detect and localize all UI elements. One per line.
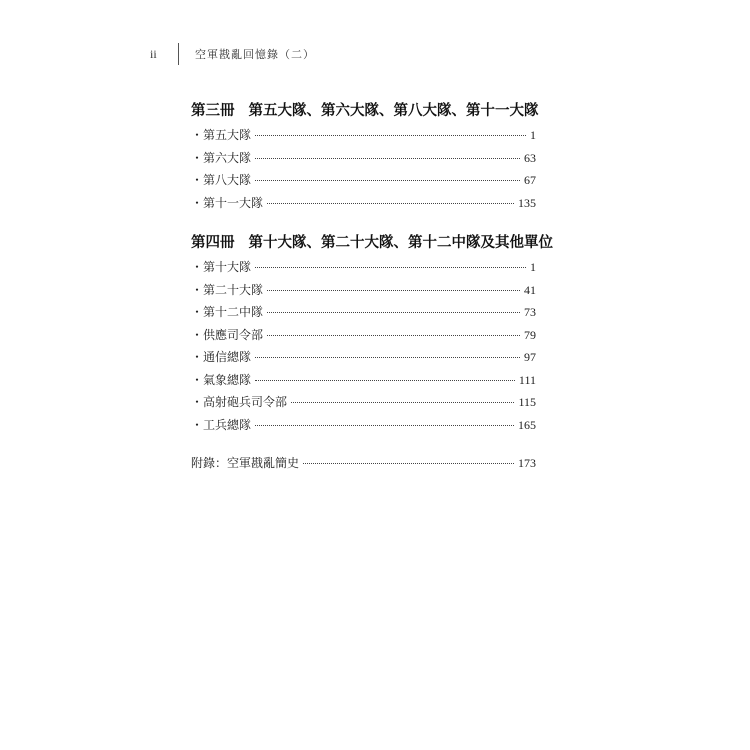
toc-entry[interactable] bbox=[191, 256, 536, 279]
dot-leader bbox=[255, 180, 520, 181]
appendix-page-number: 173 bbox=[518, 456, 536, 470]
entry-page-number: 1 bbox=[530, 260, 536, 274]
toc-entry[interactable] bbox=[191, 147, 536, 170]
dot-leader bbox=[255, 267, 526, 268]
part-heading bbox=[191, 98, 539, 124]
entry-label: 第十一大隊 bbox=[203, 195, 264, 210]
book-title: 空軍戡亂回憶錄（二） bbox=[195, 48, 315, 61]
dot-leader bbox=[255, 380, 515, 381]
running-header bbox=[150, 42, 315, 66]
toc-entry[interactable] bbox=[191, 279, 536, 302]
dot-leader bbox=[255, 357, 520, 358]
part-number: 第四冊 bbox=[191, 234, 235, 251]
part-block-3 bbox=[191, 98, 539, 214]
entry-label: 氣象總隊 bbox=[203, 372, 252, 387]
dot-leader bbox=[267, 290, 520, 291]
toc-entry[interactable] bbox=[191, 414, 536, 437]
entry-label: 第二十大隊 bbox=[203, 282, 264, 297]
toc-entry[interactable] bbox=[191, 169, 536, 192]
entry-bullet: ・ bbox=[191, 150, 204, 165]
entry-page-number: 111 bbox=[518, 372, 536, 387]
dot-leader bbox=[303, 463, 514, 464]
entry-page-number: 67 bbox=[524, 173, 536, 187]
dot-leader bbox=[255, 135, 526, 136]
dot-leader bbox=[255, 425, 514, 426]
toc-entry[interactable] bbox=[191, 124, 536, 147]
entry-bullet: ・ bbox=[191, 173, 204, 187]
part-number: 第三冊 bbox=[191, 102, 235, 119]
toc-entry[interactable] bbox=[191, 369, 536, 392]
entry-bullet: ・ bbox=[191, 327, 204, 342]
toc-entry[interactable] bbox=[191, 192, 536, 215]
entry-page-number: 79 bbox=[524, 327, 536, 342]
entry-page-number: 41 bbox=[524, 282, 536, 297]
dot-leader bbox=[267, 312, 520, 313]
entry-label: 通信總隊 bbox=[203, 350, 252, 364]
entry-bullet: ・ bbox=[191, 260, 204, 274]
toc-entry[interactable] bbox=[191, 346, 536, 369]
part-title: 第十大隊、第二十大隊、第十二中隊及其他單位 bbox=[248, 234, 553, 251]
entry-label: 第六大隊 bbox=[203, 150, 252, 165]
entry-page-number: 97 bbox=[524, 350, 536, 364]
entry-bullet: ・ bbox=[191, 195, 204, 210]
header-divider bbox=[178, 43, 179, 65]
entry-label: 第五大隊 bbox=[203, 128, 252, 142]
entry-label: 第十大隊 bbox=[203, 260, 252, 274]
dot-leader bbox=[255, 158, 520, 159]
part-title: 第五大隊、第六大隊、第八大隊、第十一大隊 bbox=[248, 102, 539, 119]
entry-page-number: 73 bbox=[524, 305, 536, 319]
page-folio: ii bbox=[150, 46, 157, 61]
entry-bullet: ・ bbox=[191, 395, 204, 409]
entry-page-number: 63 bbox=[524, 150, 536, 165]
entry-label: 第十二中隊 bbox=[203, 305, 264, 319]
toc-entry[interactable] bbox=[191, 301, 536, 324]
entry-page-number: 115 bbox=[518, 395, 536, 409]
dot-leader bbox=[267, 203, 514, 204]
entry-bullet: ・ bbox=[191, 417, 204, 432]
part-block-4 bbox=[191, 230, 553, 436]
toc-entry[interactable] bbox=[191, 391, 536, 414]
entry-page-number: 1 bbox=[530, 128, 536, 142]
dot-leader bbox=[267, 335, 520, 336]
part-heading bbox=[191, 230, 553, 256]
entry-bullet: ・ bbox=[191, 305, 204, 319]
toc-entry[interactable] bbox=[191, 324, 536, 347]
table-of-contents bbox=[191, 98, 553, 475]
appendix-label: 附錄：空軍戡亂簡史 bbox=[191, 456, 300, 470]
entry-bullet: ・ bbox=[191, 350, 204, 364]
entry-bullet: ・ bbox=[191, 128, 204, 142]
entry-page-number: 135 bbox=[518, 195, 536, 210]
entry-page-number: 165 bbox=[518, 417, 536, 432]
entry-bullet: ・ bbox=[191, 282, 204, 297]
dot-leader bbox=[291, 402, 514, 403]
entry-label: 第八大隊 bbox=[203, 173, 252, 187]
entry-label: 工兵總隊 bbox=[203, 417, 252, 432]
entry-label: 供應司令部 bbox=[203, 327, 264, 342]
entry-label: 高射砲兵司令部 bbox=[203, 395, 288, 409]
entry-bullet: ・ bbox=[191, 372, 204, 387]
appendix-entry[interactable] bbox=[191, 452, 536, 475]
